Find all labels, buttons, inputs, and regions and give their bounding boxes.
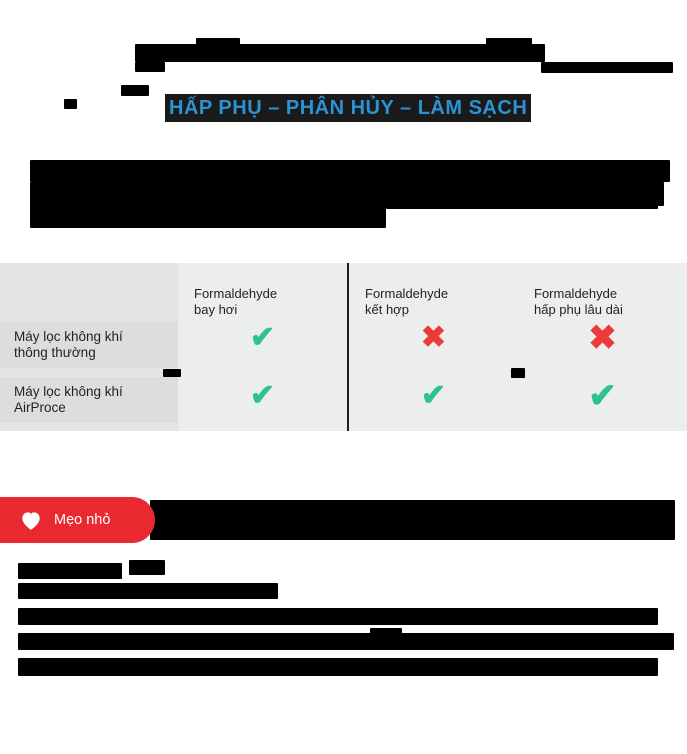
table-column-header-line1: Formaldehyde (194, 286, 278, 301)
redacted-bottom-line-5 (18, 658, 658, 676)
table-row (0, 322, 178, 368)
cross-icon: ✖ (588, 319, 617, 357)
table-row-label-line2: AirProce (14, 400, 66, 415)
table-row-label-column (0, 263, 178, 431)
table-column-header-line2: hấp phụ lâu dài (534, 302, 623, 317)
redacted-heading-accent-right (486, 38, 532, 47)
redacted-bottom-line-1b (129, 560, 165, 575)
table-column-header (534, 286, 623, 318)
table-column-header (194, 286, 277, 318)
comparison-table (0, 263, 687, 431)
redacted-bullet-tick (121, 85, 149, 96)
redacted-paragraph-line-1 (30, 160, 670, 182)
check-icon: ✔ (420, 379, 447, 412)
table-row-label-line1: Máy lọc không khí (14, 384, 123, 399)
table-row-label-line1: Máy lọc không khí (14, 329, 123, 344)
redacted-bottom-accent (370, 628, 402, 636)
heart-icon (18, 507, 44, 533)
tip-badge (0, 497, 155, 543)
table-column-header-line1: Formaldehyde (365, 286, 449, 301)
cross-icon: ✖ (420, 321, 447, 354)
table-column-formaldehyde-hap-phu-lau-dai (518, 263, 687, 431)
redacted-bullet-dot (64, 99, 77, 109)
table-column-header-line2: kết hợp (365, 302, 409, 317)
table-row (0, 377, 178, 423)
table-column-header-line2: bay hơi (194, 302, 238, 317)
top-heading-section (0, 0, 687, 240)
redacted-heading-accent-left (196, 38, 240, 47)
table-column-formaldehyde-bay-hoi (178, 263, 347, 431)
redacted-band-behind-tip (150, 500, 675, 540)
table-column-formaldehyde-ket-hop (347, 263, 518, 431)
table-row-label-line2: thông thường (14, 345, 96, 360)
check-icon: ✔ (249, 321, 276, 354)
check-icon: ✔ (249, 379, 276, 412)
redacted-heading-line-2-right (541, 62, 673, 73)
page-headline: HẤP PHỤ – PHÂN HỦY – LÀM SẠCH (165, 94, 531, 122)
redacted-heading-line-2-left (135, 62, 165, 72)
redacted-paragraph-line-4 (386, 192, 658, 209)
tip-badge-label: Mẹo nhỏ (54, 512, 111, 528)
table-column-header (365, 286, 448, 318)
check-icon: ✔ (588, 377, 617, 415)
redacted-bottom-line-3 (18, 608, 658, 625)
redacted-mark-left (163, 369, 181, 377)
table-column-header-line1: Formaldehyde (534, 286, 618, 301)
redacted-bottom-line-1a (18, 563, 122, 579)
redacted-paragraph-line-3 (30, 205, 386, 228)
redacted-mark-mid (511, 368, 525, 378)
redacted-bottom-line-2 (18, 583, 278, 599)
redacted-bottom-line-4 (18, 633, 674, 650)
